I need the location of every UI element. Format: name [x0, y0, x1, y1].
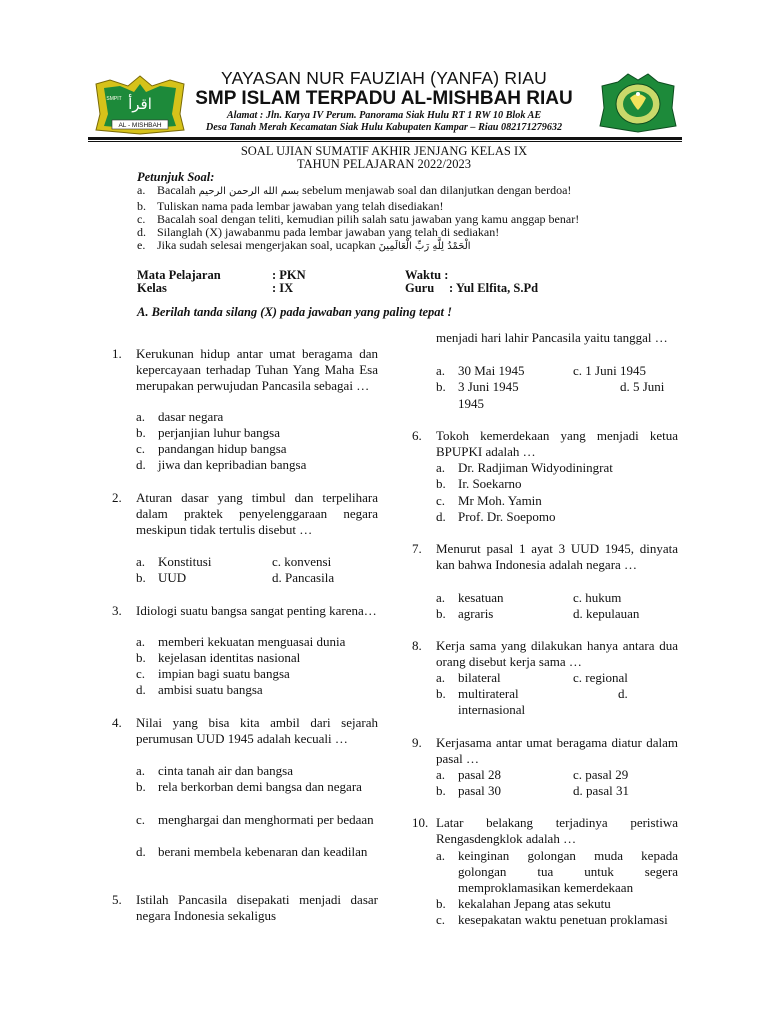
option-c[interactable]: c. impian bagi suatu bangsa — [136, 666, 290, 681]
option-c[interactable]: c. regional — [573, 670, 628, 685]
option-b[interactable]: b. — [136, 779, 146, 794]
option-c[interactable]: c. konvensi — [272, 554, 332, 569]
question-stem: Idiologi suatu bangsa sangat penting karena… — [136, 603, 377, 618]
option-c[interactable]: c. hukum — [573, 590, 622, 605]
option-c[interactable]: c. 1 Juni 1945 — [573, 363, 646, 378]
instruction-item: a. Bacalah بسم الله الرحمن الرحيم sebelum menjawab soal dan dilanjutkan dengan berdoa! — [137, 183, 572, 197]
option-a[interactable]: a. memberi kekuatan menguasai dunia — [136, 634, 346, 649]
question-stem: Menurut pasal 1 ayat 3 UUD 1945, dinyata kan bahwa Indonesia adalah negara … — [436, 541, 678, 573]
foundation-name: YAYASAN NUR FAUZIAH (YANFA) RIAU — [221, 68, 547, 88]
question-1: 1. Kerukunan hidup antar umat beragama dan kepercayaan terhadap Tuhan Yang Maha Esa merupakan perwujudan Pancasila sebagai … — [112, 346, 378, 394]
option-c[interactable]: c. — [436, 912, 446, 927]
option-d[interactable]: d. — [618, 686, 628, 701]
option-a-text[interactable]: keinginan golongan muda kepada golongan tua untuk segera memproklamasikan kemerdekaan — [458, 848, 678, 896]
header-divider-thin — [88, 141, 682, 142]
question-6: 6. Tokoh kemerdekaan yang menjadi ketua BPUPKI adalah … — [412, 428, 678, 460]
option-d-text[interactable]: internasional — [458, 702, 526, 717]
question-stem: Aturan dasar yang timbul dan terpelihara dalam praktek penyelenggaraan negara meskipun tidak tertulis disebut … — [136, 490, 378, 538]
class-label: Kelas — [137, 281, 167, 295]
question-5: 5. Istilah Pancasila disepakati menjadi dasar negara Indonesia sekaligus — [112, 892, 378, 924]
question-stem: Kerja sama yang dilakukan hanya antara dua orang disebut kerja sama … — [436, 638, 678, 670]
subject-label: Mata Pelajaran — [137, 268, 221, 282]
question-stem: Tokoh kemerdekaan yang menjadi ketua BPUPKI adalah … — [436, 428, 678, 460]
option-c[interactable]: c. pasal 29 — [573, 767, 629, 782]
option-b[interactable]: b. agraris — [436, 606, 494, 621]
header-divider — [88, 137, 682, 140]
school-address-2: Desa Tanah Merah Kecamatan Siak Hulu Kabupaten Kampar – Riau 082171279632 — [205, 122, 563, 133]
option-d[interactable]: d. kepulauan — [573, 606, 640, 621]
question-stem: menjadi hari lahir Pancasila yaitu tanggal … — [436, 330, 668, 345]
option-d[interactable]: d. jiwa dan kepribadian bangsa — [136, 457, 307, 472]
question-3: 3. Idiologi suatu bangsa sangat penting karena… — [112, 603, 377, 618]
option-a[interactable]: a. pasal 28 — [436, 767, 501, 782]
option-a[interactable]: a. — [436, 848, 446, 863]
option-a[interactable]: a. Konstitusi — [136, 554, 212, 569]
question-stem: Istilah Pancasila disepakati menjadi dasar negara Indonesia sekaligus — [136, 892, 378, 924]
option-a[interactable]: a. bilateral — [436, 670, 501, 685]
option-c-text[interactable]: menghargai dan menghormati per bedaan — [158, 812, 374, 827]
instructions-heading: Petunjuk Soal: — [137, 170, 215, 184]
time-label: Waktu : — [405, 268, 449, 282]
option-a[interactable]: a. dasar negara — [136, 409, 224, 424]
option-d[interactable]: d. Prof. Dr. Soepomo — [436, 509, 556, 524]
question-5-continued — [436, 330, 678, 363]
option-c[interactable]: c. — [136, 812, 146, 827]
instruction-item: c. Bacalah soal dengan teliti, kemudian pilih salah satu jawaban yang kamu anggap benar! — [137, 212, 580, 226]
instruction-item: e. Jika sudah selesai mengerjakan soal, ucapkan الْحَمْدُ لِلَّهِ رَبِّ الْعَالَمِينَ — [137, 238, 471, 252]
option-a[interactable]: a. Dr. Radjiman Widyodiningrat — [436, 460, 613, 475]
question-2: 2. Aturan dasar yang timbul dan terpelihara dalam praktek penyelenggaraan negara meskipun tidak tertulis disebut … — [112, 490, 378, 538]
option-d[interactable]: d. 5 Juni — [620, 379, 665, 394]
question-4: 4. Nilai yang bisa kita ambil dari sejarah perumusan UUD 1945 adalah kecuali … — [112, 715, 378, 747]
option-d[interactable]: d. ambisi suatu bangsa — [136, 682, 263, 697]
option-b[interactable]: b. UUD — [136, 570, 187, 585]
question-8: 8. Kerja sama yang dilakukan hanya antara dua orang disebut kerja sama … — [412, 638, 678, 670]
instruction-item: b. Tuliskan nama pada lembar jawaban yang telah disediakan! — [137, 199, 444, 213]
option-c-text[interactable]: kesepakatan waktu penetuan proklamasi — [458, 912, 668, 927]
hamdalah-text: الْحَمْدُ لِلَّهِ رَبِّ الْعَالَمِينَ — [378, 241, 471, 252]
school-name: SMP ISLAM TERPADU AL-MISHBAH RIAU — [195, 88, 573, 109]
option-b[interactable]: b. multirateral — [436, 686, 519, 701]
option-b-text[interactable]: rela berkorban demi bangsa dan negara — [158, 779, 362, 794]
option-d-text[interactable]: berani membela kebenaran dan keadilan — [158, 844, 368, 859]
basmalah-text: بسم الله الرحمن الرحيم — [198, 186, 300, 197]
teacher-value: : Yul Elfita, S.Pd — [449, 281, 539, 295]
class-value: : IX — [272, 281, 294, 295]
option-b[interactable]: b. perjanjian luhur bangsa — [136, 425, 281, 440]
question-stem: Kerukunan hidup antar umat beragama dan kepercayaan terhadap Tuhan Yang Maha Esa merupakan perwujudan Pancasila sebagai … — [136, 346, 378, 394]
option-d[interactable]: d. — [136, 844, 146, 859]
option-b[interactable]: b. kekalahan Jepang atas sekutu — [436, 896, 611, 911]
subject-value: : PKN — [272, 268, 306, 282]
teacher-label: Guru — [405, 281, 435, 295]
question-10: 10. Latar belakang terjadinya peristiwa Rengasdengklok adalah … — [412, 815, 678, 847]
logo-left-caption: AL - MISHBAH — [118, 122, 162, 129]
instruction-item: d. Silanglah (X) jawabanmu pada lembar jawaban yang telah di sediakan! — [137, 225, 500, 239]
option-a[interactable]: a. cinta tanah air dan bangsa — [136, 763, 293, 778]
option-b[interactable]: b. pasal 30 — [436, 783, 501, 798]
option-d[interactable]: d. Pancasila — [272, 570, 335, 585]
logo-left-smpit: SMPIT — [106, 96, 122, 102]
option-d-text[interactable]: 1945 — [458, 396, 484, 411]
question-9: 9. Kerjasama antar umat beragama diatur dalam pasal … — [412, 735, 678, 767]
option-b[interactable]: b. Ir. Soekarno — [436, 476, 522, 491]
option-d[interactable]: d. pasal 31 — [573, 783, 629, 798]
section-a-heading: A. Berilah tanda silang (X) pada jawaban yang paling tepat ! — [137, 305, 452, 319]
question-stem: Kerjasama antar umat beragama diatur dalam pasal … — [436, 735, 678, 767]
option-c[interactable]: c. pandangan hidup bangsa — [136, 441, 287, 456]
school-address: Alamat : Jln. Karya IV Perum. Panorama Siak Hulu RT 1 RW 10 Blok AE — [226, 110, 542, 121]
option-b[interactable]: b. kejelasan identitas nasional — [136, 650, 301, 665]
option-a[interactable]: a. kesatuan — [436, 590, 504, 605]
exam-title: SOAL UJIAN SUMATIF AKHIR JENJANG KELAS IX — [240, 144, 528, 158]
question-stem: Nilai yang bisa kita ambil dari sejarah perumusan UUD 1945 adalah kecuali … — [136, 715, 378, 747]
logo-left-arabic: اقرأ — [128, 95, 152, 113]
option-a[interactable]: a. 30 Mai 1945 — [436, 363, 525, 378]
option-b[interactable]: b. 3 Juni 1945 — [436, 379, 519, 394]
option-c[interactable]: c. Mr Moh. Yamin — [436, 493, 542, 508]
question-7: 7. Menurut pasal 1 ayat 3 UUD 1945, dinyata kan bahwa Indonesia adalah negara … — [412, 541, 678, 573]
question-stem: Latar belakang terjadinya peristiwa Rengasdengklok adalah … — [436, 815, 678, 847]
exam-year: TAHUN PELAJARAN 2022/2023 — [297, 157, 471, 171]
